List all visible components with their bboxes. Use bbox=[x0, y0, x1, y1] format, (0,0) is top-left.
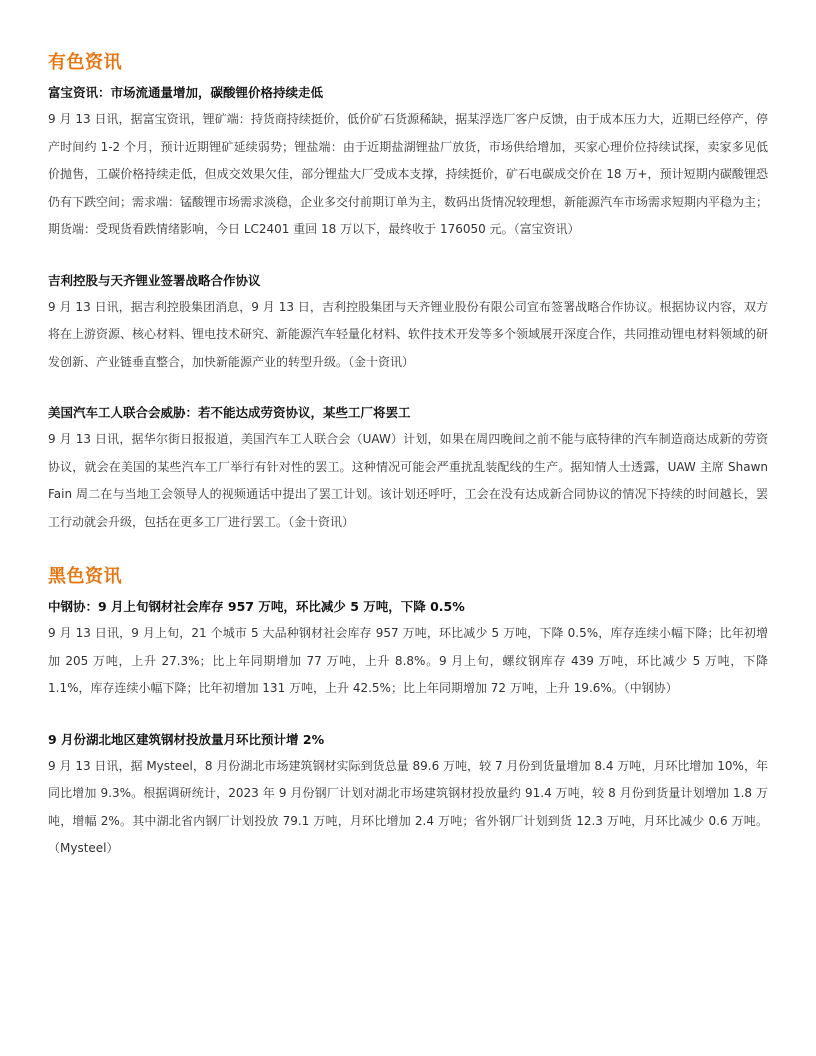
article-body: 9 月 13 日讯，据 Mysteel，8 月份湖北市场建筑钢材实际到货总量 89.6 万吨，较 7 月份到货量增加 8.4 万吨，月环比增加 10%，年同比增加 9.3%。根据调研统计，2023 年 9 月份钢厂计划对湖北市场建筑钢材投放量约 91.4 万吨，较 8 月份到货量计划增加 1.8 万吨，增幅 2%。其中湖北省内钢厂计划投放 79.1 万吨，月环比增加 2.4 万吨；省外钢厂计划到货 12.3 万吨，月环比减少 0.6 万吨。（Mysteel） bbox=[48, 758, 768, 855]
news-article bbox=[48, 729, 768, 863]
section-title: 有色资讯 bbox=[48, 52, 122, 73]
article-body: 9 月 13 日讯，据富宝资讯，锂矿端：持货商持续挺价，低价矿石货源稀缺，据某浮选厂客户反馈，由于成本压力大，近期已经停产，停产时间约 1-2 个月，预计近期锂矿延续弱势；锂盐端：由于近期盐湖锂盐厂放货，市场供给增加，买家心理价位持续试探，卖家多见低价抛售，工碳价格持续走低，但成交效果欠佳，部分锂盐大厂受成本支撑，持续挺价，矿石电碳成交价在 18 万+，预计短期内碳酸锂恐仍有下跌空间；需求端：锰酸锂市场需求淡稳，企业多交付前期订单为主，数码出货情况较理想，新能源汽车市场需求短期内平稳为主；期货端：受现货看跌情绪影响，今日 LC2401 重回 18 万以下，最终收于 176050 元。（富宝资讯） bbox=[48, 112, 769, 236]
section-title: 黑色资讯 bbox=[48, 566, 122, 587]
news-article bbox=[48, 596, 768, 703]
article-title: 9 月份湖北地区建筑钢材投放量月环比预计增 2% bbox=[48, 731, 325, 747]
nonferrous-news-section bbox=[48, 50, 768, 536]
article-title: 富宝资讯：市场流通量增加，碳酸锂价格持续走低 bbox=[48, 85, 324, 100]
news-article bbox=[48, 270, 768, 377]
article-title: 美国汽车工人联合会威胁：若不能达成劳资协议，某些工厂将罢工 bbox=[48, 405, 411, 420]
article-title: 吉利控股与天齐锂业签署战略合作协议 bbox=[48, 272, 261, 288]
document-page bbox=[48, 50, 768, 889]
article-title: 中钢协：9 月上旬钢材社会库存 957 万吨，环比减少 5 万吨，下降 0.5% bbox=[48, 599, 465, 614]
article-body: 9 月 13 日讯，据吉利控股集团消息，9 月 13 日，吉利控股集团与天齐锂业股份有限公司宣布签署战略合作协议。根据协议内容，双方将在上游资源、核心材料、锂电技术研究、新能源汽车轻量化材料、软件技术开发等多个领域展开深度合作，共同推动锂电材料领域的研发创新、产业链垂直整合，加快新能源产业的转型升级。（金十资讯） bbox=[48, 299, 769, 369]
ferrous-news-section bbox=[48, 564, 768, 863]
news-article bbox=[48, 402, 768, 536]
news-article bbox=[48, 82, 768, 244]
article-body: 9 月 13 日讯，据华尔街日报报道，美国汽车工人联合会（UAW）计划，如果在周四晚间之前不能与底特律的汽车制造商达成新的劳资协议，就会在美国的某些汽车工厂举行有针对性的罢工。这种情况可能会严重扰乱装配线的生产。据知情人士透露，UAW 主席 Shawn Fain 周二在与当地工会领导人的视频通话中提出了罢工计划。该计划还呼吁，工会在没有达成新合同协议的情况下持续的时间越长，罢工行动就会升级，包括在更多工厂进行罢工。（金十资讯） bbox=[48, 432, 768, 529]
article-body: 9 月 13 日讯，9 月上旬，21 个城市 5 大品种钢材社会库存 957 万吨，环比减少 5 万吨，下降 0.5%，库存连续小幅下降；比年初增加 205 万吨，上升 27.3%；比上年同期增加 77 万吨，上升 8.8%。9 月上旬，螺纹钢库存 439 万吨，环比减少 5 万吨，下降 1.1%，库存连续小幅下降；比年初增加 131 万吨，上升 42.5%；比上年同期增加 72 万吨，上升 19.6%。（中钢协） bbox=[48, 626, 768, 695]
